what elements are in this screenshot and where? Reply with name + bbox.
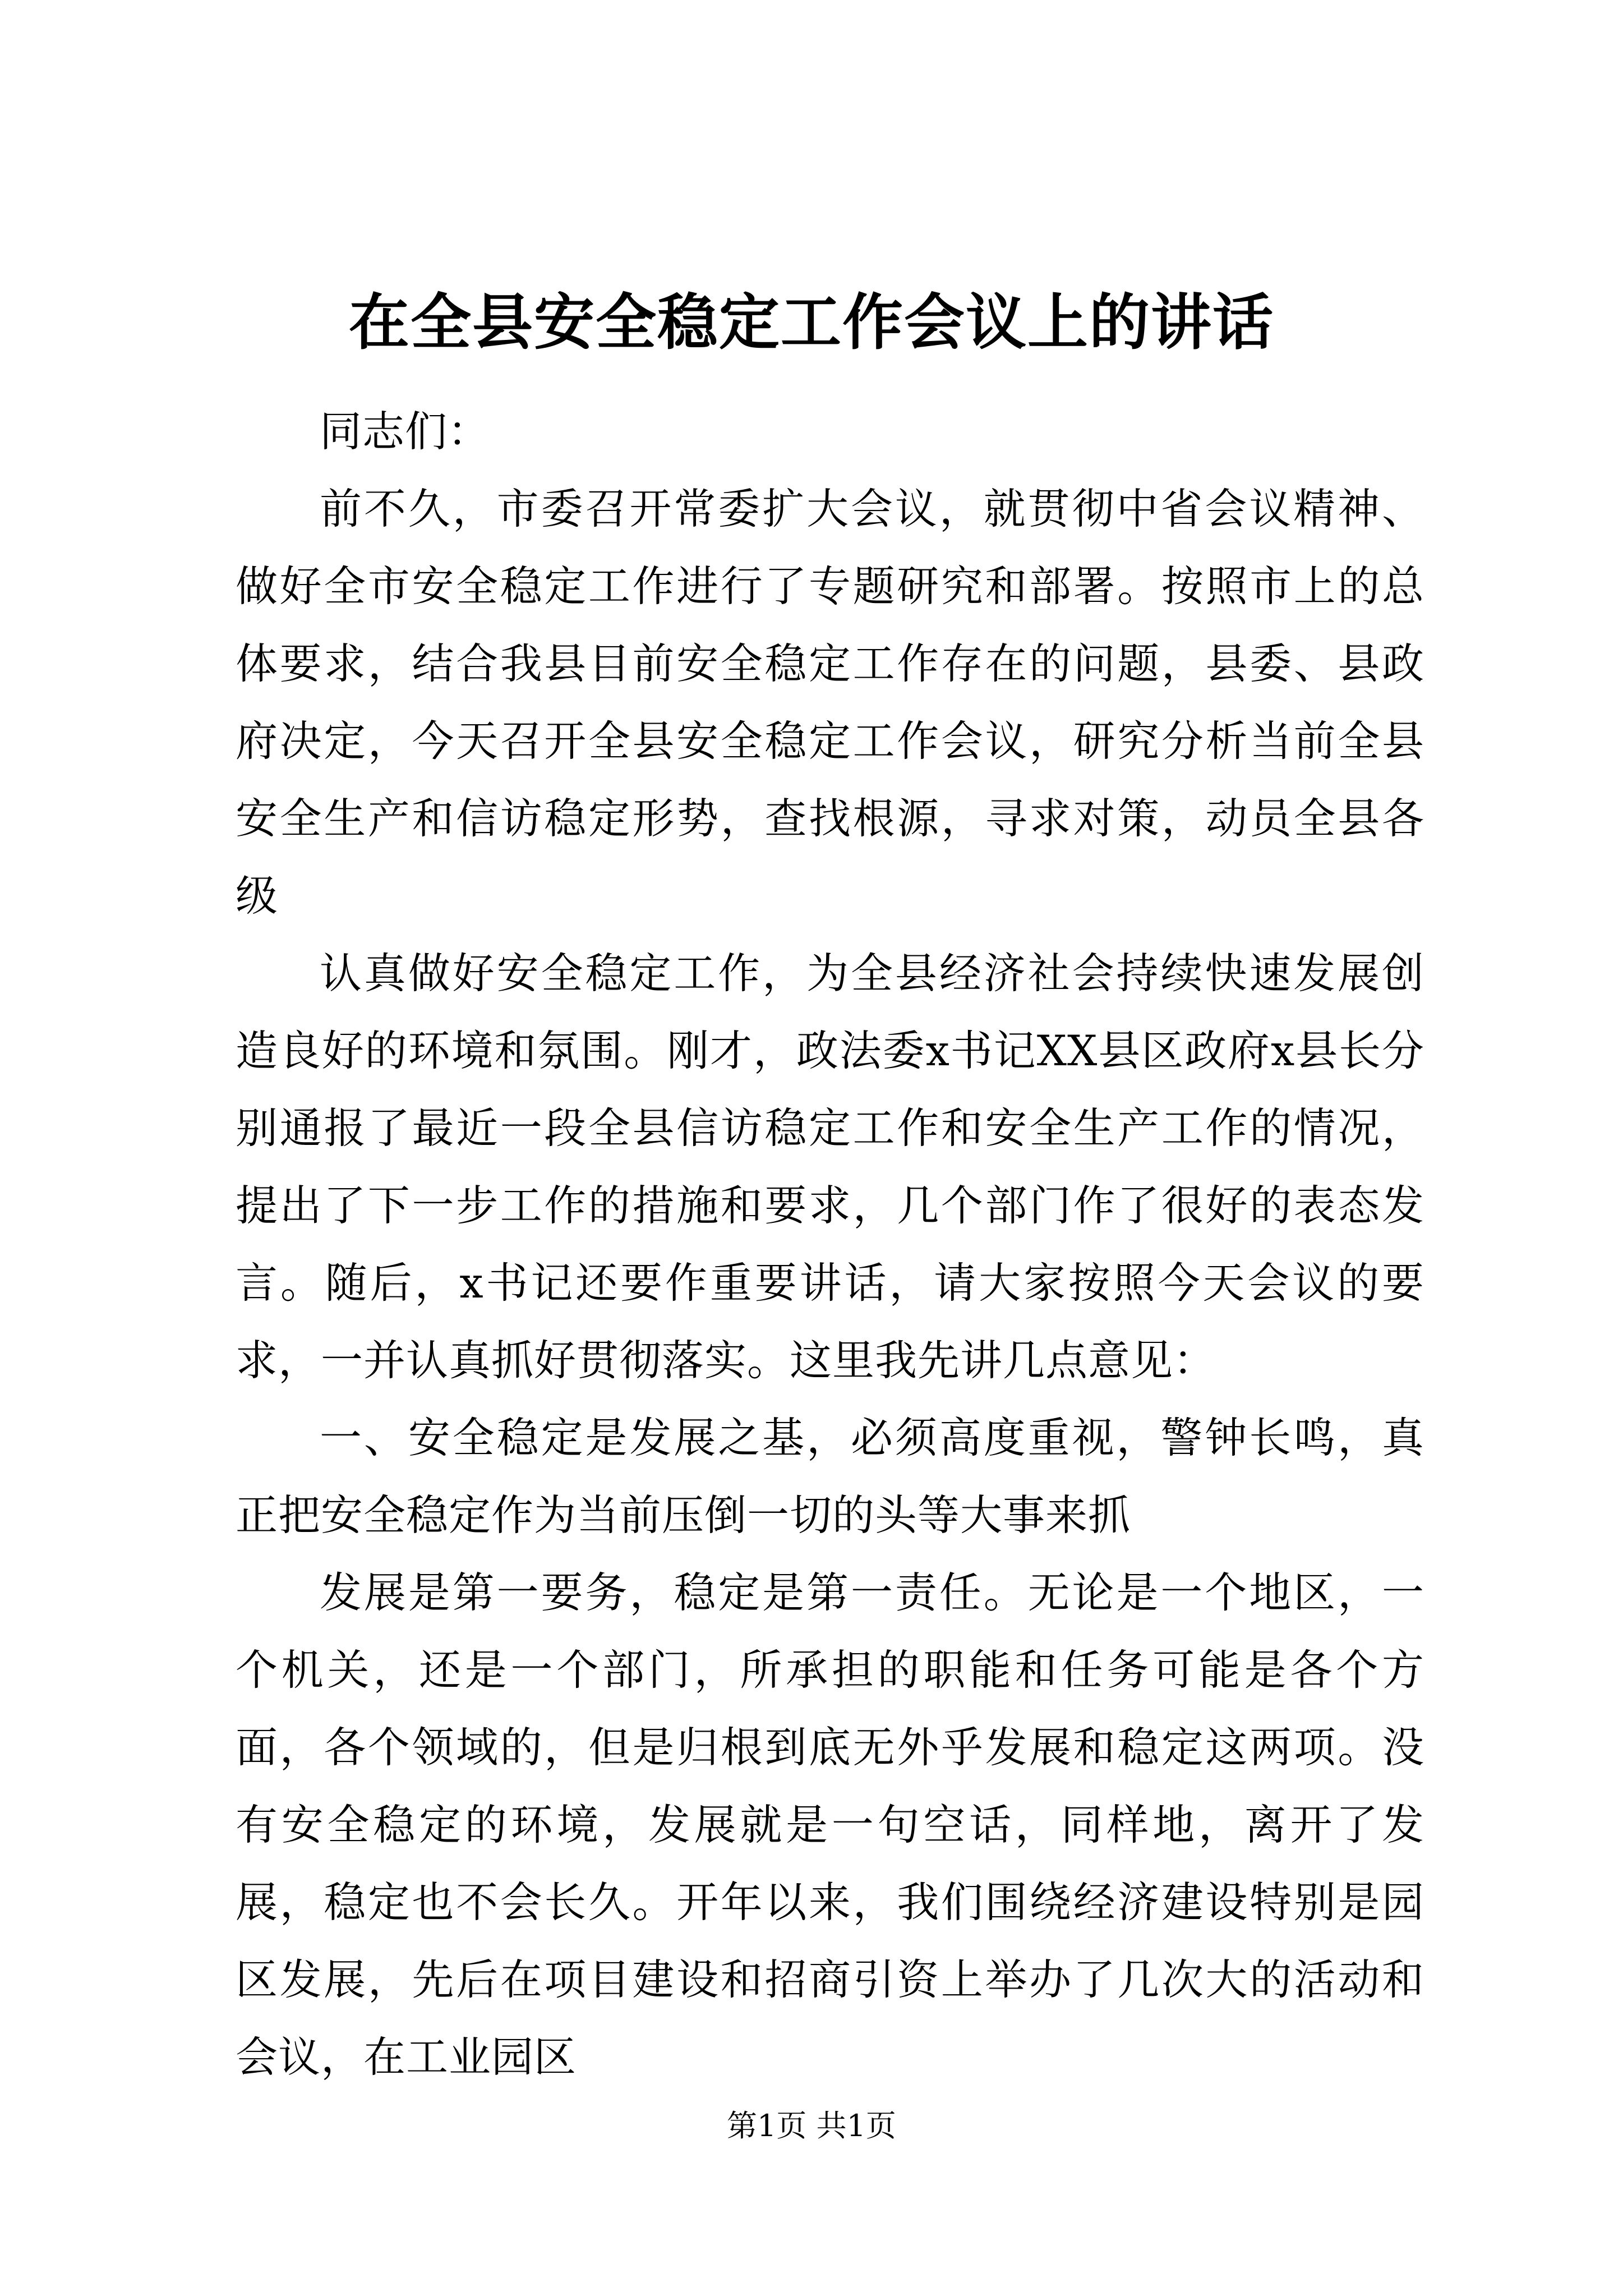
body-paragraph: 发展是第一要务，稳定是第一责任。无论是一个地区，一个机关，还是一个部门，所承担的职能和任务可能是各个方面，各个领域的，但是归根到底无外乎发展和稳定这两项。没有安全稳定的环境，发展就是一句空话，同样地，离开了发展，稳定也不会长久。开年以来，我们围绕经济建设特别是园区发展，先后在项目建设和招商引资上举办了几次大的活动和会议，在工业园区 <box>236 1568 1424 2082</box>
document-title: 在全县安全稳定工作会议上的讲话 <box>348 287 1274 358</box>
document-body <box>236 393 1424 2096</box>
page-footer: 第1页 共1页 <box>727 2108 896 2143</box>
body-paragraph: 认真做好安全稳定工作，为全县经济社会持续快速发展创造良好的环境和氛围。刚才，政法委x书记XX县区政府x县长分别通报了最近一段全县信访稳定工作和安全生产工作的情况，提出了下一步工作的措施和要求，几个部门作了很好的表态发言。随后，x书记还要作重要讲话，请大家按照今天会议的要求，一并认真抓好贯彻落实。这里我先讲几点意见： <box>236 949 1424 1385</box>
body-paragraph: 前不久，市委召开常委扩大会议，就贯彻中省会议精神、做好全市安全稳定工作进行了专题研究和部署。按照市上的总体要求，结合我县目前安全稳定工作存在的问题，县委、县政府决定，今天召开全县安全稳定工作会议，研究分析当前全县安全生产和信访稳定形势，查找根源，寻求对策，动员全县各级 <box>236 484 1424 921</box>
section-heading-paragraph: 一、安全稳定是发展之基，必须高度重视，警钟长鸣，真正把安全稳定作为当前压倒一切的头等大事来抓 <box>236 1413 1424 1540</box>
salutation-paragraph: 同志们： <box>320 407 491 456</box>
